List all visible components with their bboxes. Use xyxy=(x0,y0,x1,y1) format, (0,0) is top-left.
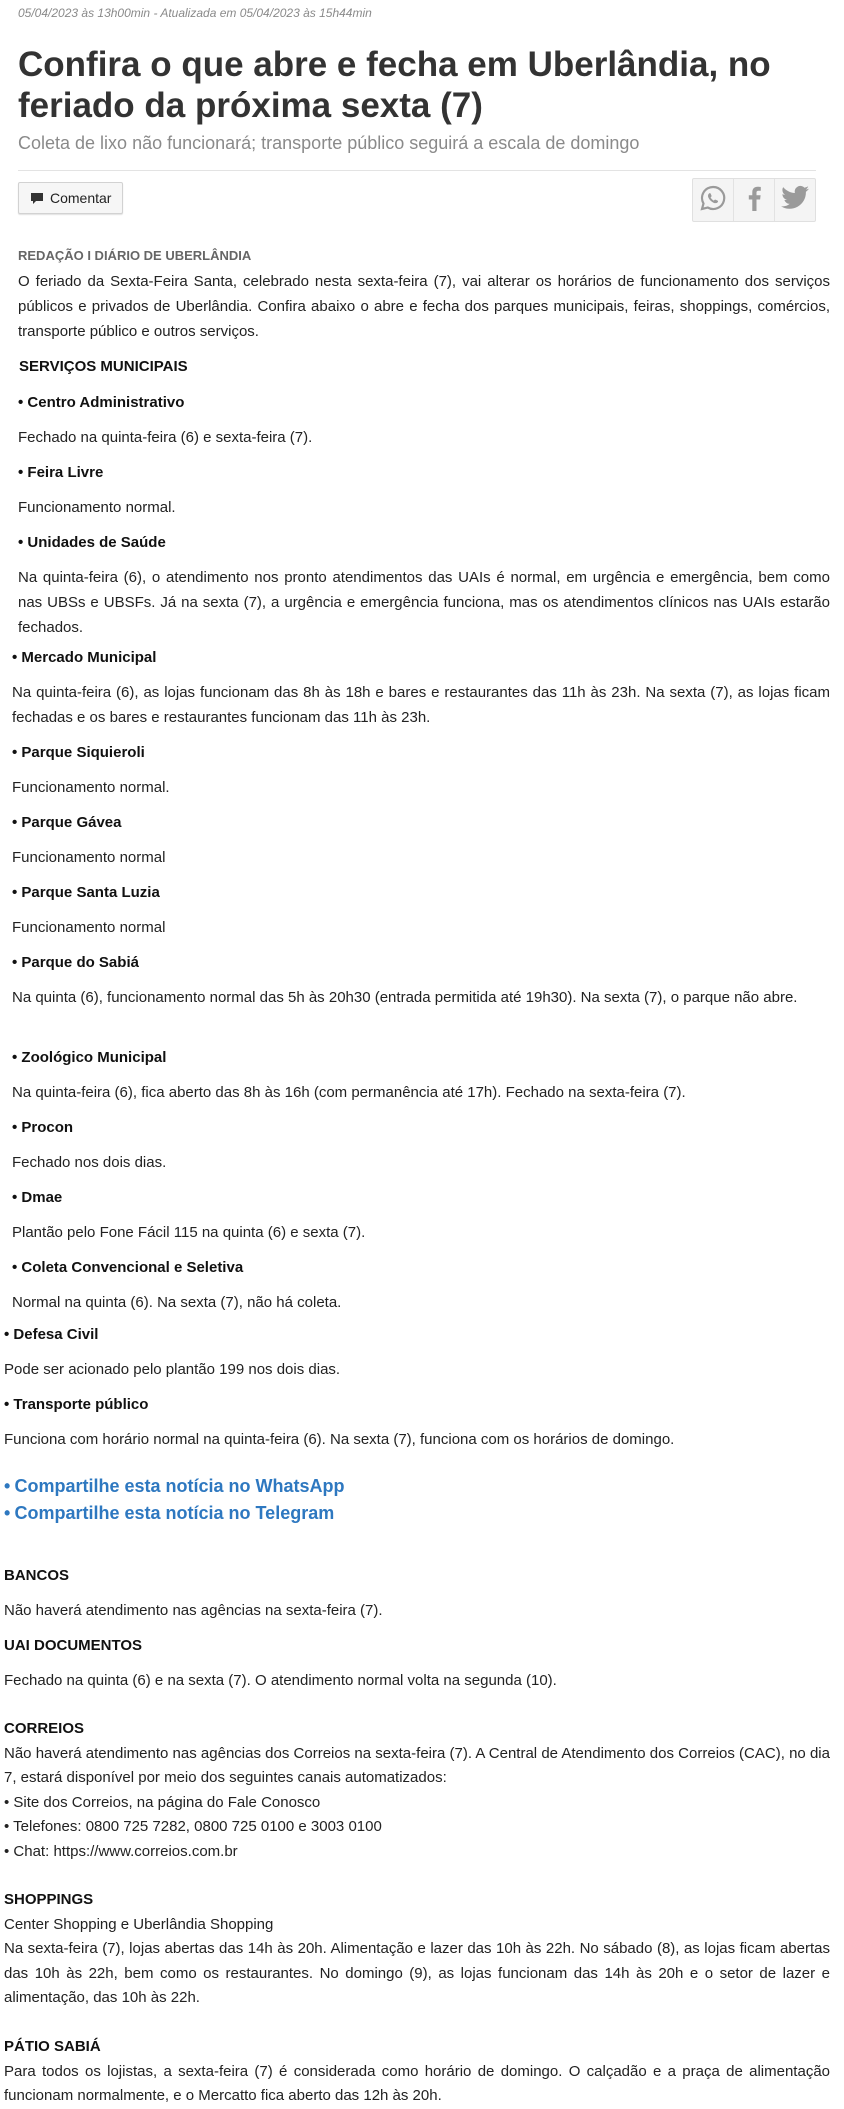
correios-text: Não haverá atendimento nas agências dos Correios na sexta-feira (7). A Central de Atendimento dos Correios (CAC), no dia 7, estará disponível por meio dos seguintes canais automatizados: xyxy=(4,1744,830,1786)
item-title: • Unidades de Saúde xyxy=(18,534,166,551)
bancos-text: Não haverá atendimento nas agências na sexta-feira (7). xyxy=(4,1602,383,1619)
item-title: • Procon xyxy=(12,1119,74,1136)
section-heading-correios: CORREIOS xyxy=(4,1720,85,1737)
article-byline: REDAÇÃO I DIÁRIO DE UBERLÂNDIA xyxy=(18,248,252,263)
correios-channel: • Site dos Correios, na página do Fale Conosco xyxy=(4,1793,321,1811)
item-text: Funcionamento normal. xyxy=(12,779,170,796)
item-text: Funcionamento normal. xyxy=(18,499,176,516)
item-text: Funcionamento normal xyxy=(12,849,166,866)
item-text: Fechado nos dois dias. xyxy=(12,1154,167,1171)
item-title: • Coleta Convencional e Seletiva xyxy=(12,1259,244,1276)
section-heading-shoppings: SHOPPINGS xyxy=(4,1891,94,1908)
header-divider xyxy=(18,170,816,171)
share-whatsapp-label[interactable]: Compartilhe esta notícia no WhatsApp xyxy=(14,1476,345,1496)
item-text: Plantão pelo Fone Fácil 115 na quinta (6) e sexta (7). xyxy=(12,1224,366,1241)
whatsapp-icon xyxy=(699,184,727,217)
shoppings-names: Center Shopping e Uberlândia Shopping xyxy=(4,1915,274,1933)
item-title: • Feira Livre xyxy=(18,464,104,481)
item-title: • Parque Gávea xyxy=(12,814,122,831)
share-whatsapp-link[interactable] xyxy=(4,1473,345,1500)
item-title: • Centro Administrativo xyxy=(18,394,185,411)
item-text: Na quinta-feira (6), as lojas funcionam das 8h às 18h e bares e restaurantes das 11h às 23h. Na sexta (7), as lojas ficam fechadas e os bares e restaurantes funcionam das 11h às 23h. xyxy=(12,684,830,726)
shoppings-text: Na sexta-feira (7), lojas abertas das 14h às 20h. Alimentação e lazer das 10h às 22h. No sábado (8), as lojas ficam abertas das 10h às 22h, bem como os restaurantes. No domingo (9), as lojas funcionam das 14h às 20h e o setor de lazer e alimentação, das 10h às 22h. xyxy=(4,1940,830,2006)
correios-channel: • Chat: https://www.correios.com.br xyxy=(4,1842,238,1860)
share-bar xyxy=(692,178,816,222)
item-title: • Parque Santa Luzia xyxy=(12,884,160,901)
item-title: • Mercado Municipal xyxy=(12,649,157,666)
section-heading-servicos: SERVIÇOS MUNICIPAIS xyxy=(19,358,188,375)
correios-channel: • Telefones: 0800 725 7282, 0800 725 0100 e 3003 0100 xyxy=(4,1818,382,1835)
patio-text: Para todos os lojistas, a sexta-feira (7) é considerada como horário de domingo. O calçadão e a praça de alimentação funcionam normalmente, e o Mercatto fica aberto das 12h às 20h. xyxy=(4,2062,830,2104)
section-heading-patio: PÁTIO SABIÁ xyxy=(4,2038,101,2055)
item-text: Pode ser acionado pelo plantão 199 nos dois dias. xyxy=(4,1361,341,1378)
comment-button[interactable] xyxy=(18,182,123,214)
share-telegram-bullet: • xyxy=(4,1503,11,1523)
share-telegram-link[interactable] xyxy=(4,1500,334,1527)
item-title: • Transporte público xyxy=(4,1396,149,1413)
article-dateline: 05/04/2023 às 13h00min - Atualizada em 05/04/2023 às 15h44min xyxy=(18,6,372,20)
share-telegram-label[interactable]: Compartilhe esta notícia no Telegram xyxy=(14,1503,335,1523)
item-text: Fechado na quinta-feira (6) e sexta-feira (7). xyxy=(18,429,313,446)
item-title: • Defesa Civil xyxy=(4,1326,99,1343)
item-text: Na quinta (6), funcionamento normal das 5h às 20h30 (entrada permitida até 19h30). Na sexta (7), o parque não abre. xyxy=(12,989,798,1006)
item-text: Funciona com horário normal na quinta-feira (6). Na sexta (7), funciona com os horários de domingo. xyxy=(4,1431,675,1448)
comment-icon xyxy=(30,192,44,205)
article-subtitle: Coleta de lixo não funcionará; transporte público seguirá a escala de domingo xyxy=(18,133,640,153)
whatsapp-share-button[interactable] xyxy=(693,179,734,221)
item-title: • Parque do Sabiá xyxy=(12,954,139,971)
facebook-icon xyxy=(746,184,762,217)
item-text: Na quinta-feira (6), fica aberto das 8h às 16h (com permanência até 17h). Fechado na sexta-feira (7). xyxy=(12,1084,686,1101)
item-title: • Zoológico Municipal xyxy=(12,1049,167,1066)
twitter-share-button[interactable] xyxy=(775,179,815,221)
item-text: Funcionamento normal xyxy=(12,919,166,936)
section-heading-bancos: BANCOS xyxy=(4,1567,70,1584)
comment-button-label: Comentar xyxy=(50,190,112,206)
item-title: • Parque Siquieroli xyxy=(12,744,145,761)
share-whatsapp-bullet: • xyxy=(4,1476,11,1496)
item-text: Normal na quinta (6). Na sexta (7), não há coleta. xyxy=(12,1294,342,1311)
uai-text: Fechado na quinta (6) e na sexta (7). O atendimento normal volta na segunda (10). xyxy=(4,1672,557,1689)
twitter-icon xyxy=(780,185,810,216)
article-title: Confira o que abre e fecha em Uberlândia, no feriado da próxima sexta (7) xyxy=(18,45,771,125)
section-heading-uai: UAI DOCUMENTOS xyxy=(4,1637,143,1654)
item-text: Na quinta-feira (6), o atendimento nos pronto atendimentos das UAIs é normal, em urgência e emergência, bem como nas UBSs e UBSFs. Já na sexta (7), a urgência e emergência funciona, mas os atendimentos clínicos nas UAIs estarão fechados. xyxy=(18,569,830,636)
item-title: • Dmae xyxy=(12,1189,63,1206)
article-intro: O feriado da Sexta-Feira Santa, celebrado nesta sexta-feira (7), vai alterar os horários de funcionamento dos serviços públicos e privados de Uberlândia. Confira abaixo o abre e fecha dos parques municipais, feiras, shoppings, comércios, transporte público e outros serviços. xyxy=(18,273,830,340)
facebook-share-button[interactable] xyxy=(734,179,775,221)
